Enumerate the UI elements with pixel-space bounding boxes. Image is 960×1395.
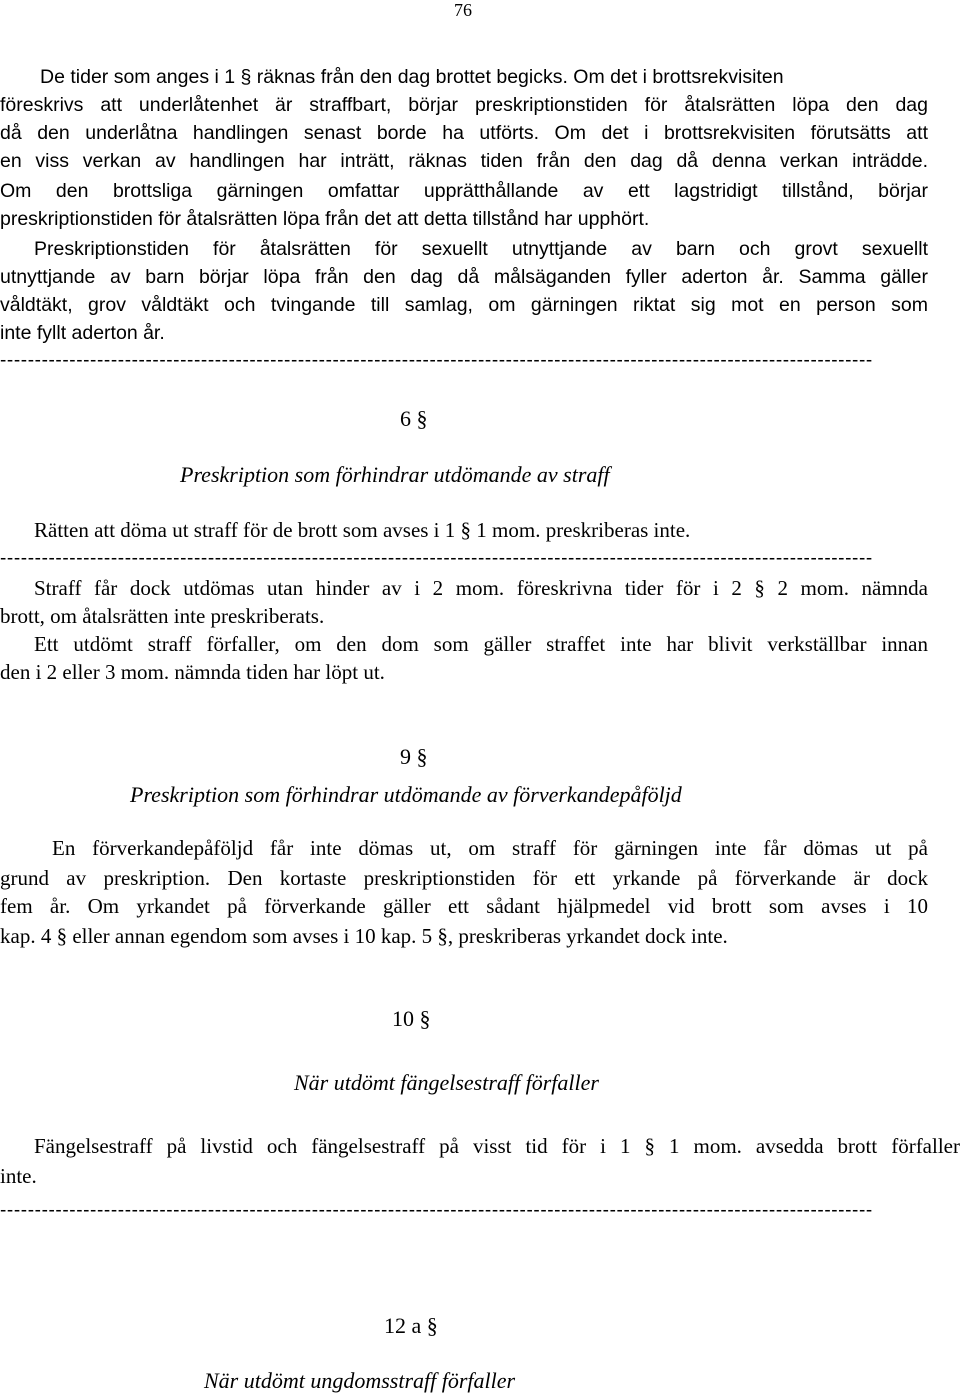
section-6-line-1: Rätten att döma ut straff för de brott som avses i 1 § 1 mom. preskriberas inte. bbox=[34, 518, 691, 542]
section-6-paragraph-2-line-1: Straff får dock utdömas utan hinder av i 2 mom. föreskrivna tider för i 2 § 2 mom. nämnda bbox=[34, 576, 928, 600]
section-10-title: När utdömt fängelsestraff förfaller bbox=[294, 1070, 599, 1095]
section-12a-number: 12 a § bbox=[384, 1313, 438, 1338]
paragraph-1-line-9: våldtäkt, grov våldtäkt och tvingande till samlag, om gärningen riktat sig mot en person som bbox=[0, 294, 928, 316]
section-6-number: 6 § bbox=[400, 406, 428, 431]
section-9-number: 9 § bbox=[400, 744, 428, 769]
section-10-number: 10 § bbox=[392, 1006, 431, 1031]
paragraph-1-line-10: inte fyllt aderton år. bbox=[0, 322, 165, 344]
page-number: 76 bbox=[454, 0, 472, 20]
section-12a-title: När utdömt ungdomsstraff förfaller bbox=[204, 1368, 516, 1393]
divider-2: ------------------------------------------------------------------------------------------------------------------------------ bbox=[0, 548, 873, 569]
paragraph-1-line-6: preskriptionstiden för åtalsrätten löpa från det att detta tillstånd har upphört. bbox=[0, 208, 650, 230]
paragraph-1-line-5: Om den brottsliga gärningen omfattar upprätthållande av ett lagstridigt tillstånd, börjar bbox=[0, 180, 928, 202]
section-6-title: Preskription som förhindrar utdömande av straff bbox=[180, 462, 610, 487]
paragraph-1-line-7: Preskriptionstiden för åtalsrätten för sexuellt utnyttjande av barn och grovt sexuellt bbox=[34, 238, 928, 260]
paragraph-1-line-3: då den underlåtna handlingen senast borde ha utförts. Om det i brottsrekvisiten förutsätts att bbox=[0, 122, 928, 144]
section-9-line-3: fem år. Om yrkandet på förverkande gäller ett sådant hjälpmedel vid brott som avses i 10 bbox=[0, 894, 928, 918]
section-9-title: Preskription som förhindrar utdömande av förverkandepåföljd bbox=[130, 782, 682, 807]
section-9-line-4: kap. 4 § eller annan egendom som avses i 10 kap. 5 §, preskriberas yrkandet dock inte. bbox=[0, 924, 728, 948]
divider-3: ------------------------------------------------------------------------------------------------------------------------------ bbox=[0, 1200, 873, 1221]
paragraph-1-line-8: utnyttjande av barn börjar löpa från den dag då målsäganden fyller aderton år. Samma gäller bbox=[0, 266, 928, 288]
section-10-line-1: Fängelsestraff på livstid och fängelsestraff på visst tid för i 1 § 1 mom. avsedda brott förfaller bbox=[34, 1134, 960, 1158]
divider-1: ------------------------------------------------------------------------------------------------------------------------------ bbox=[0, 350, 873, 371]
section-6-paragraph-3-line-2: den i 2 eller 3 mom. nämnda tiden har löpt ut. bbox=[0, 660, 385, 684]
section-6-paragraph-3-line-1: Ett utdömt straff förfaller, om den dom som gäller straffet inte har blivit verkställbar innan bbox=[34, 632, 928, 656]
paragraph-1-line-1: De tider som anges i 1 § räknas från den dag brottet begicks. Om det i brottsrekvisiten bbox=[40, 66, 784, 88]
paragraph-1-line-4: en viss verkan av handlingen har inträtt, räknas tiden från den dag då denna verkan inträdde. bbox=[0, 150, 928, 172]
section-10-line-2: inte. bbox=[0, 1164, 37, 1188]
section-6-paragraph-2-line-2: brott, om åtalsrätten inte preskriberats. bbox=[0, 604, 325, 628]
section-9-line-2: grund av preskription. Den kortaste preskriptionstiden för ett yrkande på förverkande är dock bbox=[0, 866, 928, 890]
paragraph-1-line-2: föreskrivs att underlåtenhet är straffbart, börjar preskriptionstiden för åtalsrätten löpa den dag bbox=[0, 94, 928, 116]
section-9-line-1: En förverkandepåföljd får inte dömas ut, om straff för gärningen inte får dömas ut på bbox=[52, 836, 928, 860]
